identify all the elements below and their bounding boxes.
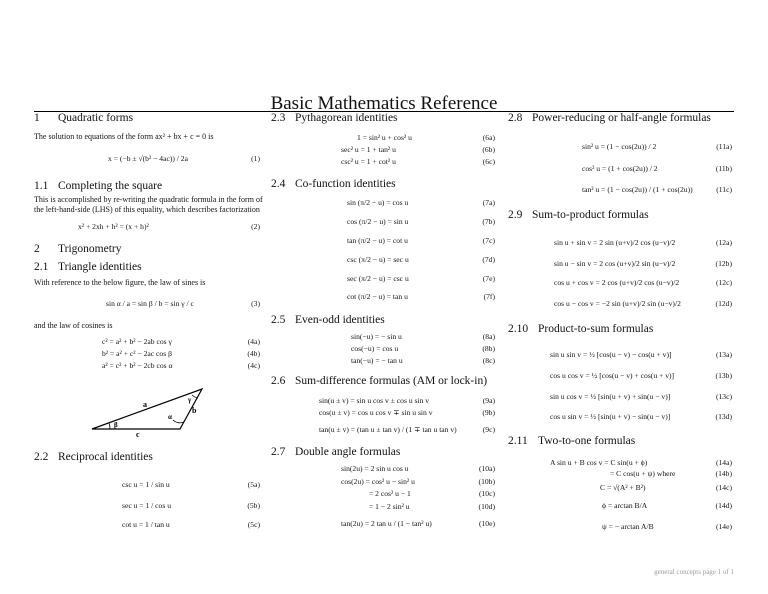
equation: A sin u + B cos v = C sin(u + ϕ) (14a) [550, 458, 732, 467]
equation: cos u sin v = ½ [sin(u + v) − sin(u − v)] (13d) [550, 412, 732, 421]
equation: = C cos(u + ψ) where (14b) [610, 469, 732, 478]
section-heading: 2 Trigonometry [34, 243, 122, 255]
equation: tan (π/2 − u) = cot u (7c) [347, 236, 495, 245]
equation: cos(2u) = cos² u − sin² u (10b) [341, 477, 495, 486]
section-heading: 2.5 Even-odd identities [271, 314, 385, 326]
paragraph: With reference to the below figure, the law of sines is [34, 278, 206, 287]
equation: ϕ = arctan B/A (14d) [602, 501, 732, 510]
paragraph: This is accomplished by re-writing the quadratic formula in the form of the left-hand-side (LHS) of this equality, which describes factorization [34, 195, 263, 214]
equation: C = √(A² + B²) (14c) [600, 483, 732, 492]
equation: sec (π/2 − u) = csc u (7e) [347, 274, 495, 283]
angle-beta-label: β [114, 421, 118, 429]
equation: sin α / a = sin β / b = sin γ / c (3) [106, 299, 260, 308]
equation: sin u sin v = ½ [cos(u − v) − cos(u + v)] (13a) [550, 350, 732, 359]
equation: c² = a² + b² − 2ab cos γ (4a) [102, 337, 260, 346]
paragraph: The solution to equations of the form ax² + bx + c = 0 is [34, 132, 214, 141]
side-b-label: b [192, 406, 197, 415]
equation: = 1 − 2 sin² u (10d) [369, 502, 495, 511]
section-heading: 2.6 Sum-difference formulas (AM or lock-in) [271, 375, 488, 387]
page-footer: general concepts page 1 of 1 [654, 568, 734, 576]
equation: a² = c² + b² − 2cb cos α (4c) [102, 361, 260, 370]
equation: sin u + sin v = 2 sin (u+v)/2 cos (u−v)/2 (12a) [554, 238, 732, 247]
equation: csc u = 1 / sin u (5a) [122, 480, 260, 489]
equation: sin u cos v = ½ [sin(u + v) + sin(u − v)] (13c) [550, 392, 732, 401]
equation: cot u = 1 / tan u (5c) [122, 520, 260, 529]
section-heading: 2.2 Reciprocal identities [34, 451, 153, 463]
equation: sin u − sin v = 2 cos (u+v)/2 sin (u−v)/2 (12b) [554, 259, 732, 268]
section-heading: 1 Quadratic forms [34, 112, 134, 124]
section-heading: 2.3 Pythagorean identities [271, 112, 398, 124]
equation: sin² u = (1 − cos(2u)) / 2 (11a) [582, 142, 732, 151]
equation: sin(−u) = − sin u (8a) [351, 332, 495, 341]
equation: csc² u = 1 + cot² u (6c) [341, 157, 495, 166]
equation: x = (−b ± √(b² − 4ac)) / 2a (1) [108, 154, 260, 163]
paragraph: and the law of cosines is [34, 321, 113, 330]
equation: cos² u = (1 + cos(2u)) / 2 (11b) [582, 164, 732, 173]
section-heading: 2.8 Power-reducing or half-angle formulas [508, 112, 711, 124]
section-heading: 1.1 Completing the square [34, 180, 163, 192]
angle-alpha-label: α [168, 413, 172, 421]
angle-gamma-label: γ [188, 396, 192, 404]
equation: cos u + cos v = 2 cos (u+v)/2 cos (u−v)/2 (12c) [554, 278, 732, 287]
equation: b² = a² + c² − 2ac cos β (4b) [102, 349, 260, 358]
equation: cos u cos v = ½ [cos(u − v) + cos(u + v)] (13b) [550, 371, 732, 380]
section-heading: 2.9 Sum-to-product formulas [508, 209, 649, 221]
equation: cos(u ± v) = cos u cos v ∓ sin u sin v (9b) [319, 408, 495, 417]
equation: cos(−u) = cos u (8b) [351, 344, 495, 353]
equation: sec u = 1 / cos u (5b) [122, 501, 260, 510]
side-a-label: a [143, 400, 147, 409]
equation: sec² u = 1 + tan² u (6b) [341, 145, 495, 154]
equation: tan² u = (1 − cos(2u)) / (1 + cos(2u)) (11c) [582, 185, 732, 194]
section-heading: 2.10 Product-to-sum formulas [508, 323, 654, 335]
equation: cos (π/2 − u) = sin u (7b) [347, 217, 495, 226]
equation: tan(−u) = − tan u (8c) [351, 356, 495, 365]
equation: cos u − cos v = −2 sin (u+v)/2 sin (u−v)/2 (12d) [554, 299, 732, 308]
section-heading: 2.11 Two-to-one formulas [508, 435, 636, 447]
equation: cot (π/2 − u) = tan u (7f) [347, 292, 495, 301]
equation: 1 = sin² u + cos² u (6a) [357, 133, 495, 142]
equation: = 2 cos² u − 1 (10c) [369, 489, 495, 498]
equation: x² + 2xh + h² = (x + h)² (2) [78, 222, 260, 231]
equation: csc (π/2 − u) = sec u (7d) [347, 255, 495, 264]
page-title: Basic Mathematics Reference [270, 93, 498, 114]
equation: sin(u ± v) = sin u cos v ± cos u sin v (9a) [319, 396, 495, 405]
triangle-figure [34, 379, 264, 439]
section-heading: 2.4 Co-function identities [271, 178, 396, 190]
equation: sin (π/2 − u) = cos u (7a) [347, 198, 495, 207]
section-heading: 2.1 Triangle identities [34, 261, 142, 273]
equation: tan(2u) = 2 tan u / (1 − tan² u) (10e) [341, 519, 495, 528]
equation: sin(2u) = 2 sin u cos u (10a) [341, 464, 495, 473]
equation: ψ = − arctan A/B (14e) [602, 522, 732, 531]
equation: tan(u ± v) = (tan u ± tan v) / (1 ∓ tan u tan v) (9c) [319, 425, 495, 434]
side-c-label: c [136, 430, 140, 439]
section-heading: 2.7 Double angle formulas [271, 446, 401, 458]
